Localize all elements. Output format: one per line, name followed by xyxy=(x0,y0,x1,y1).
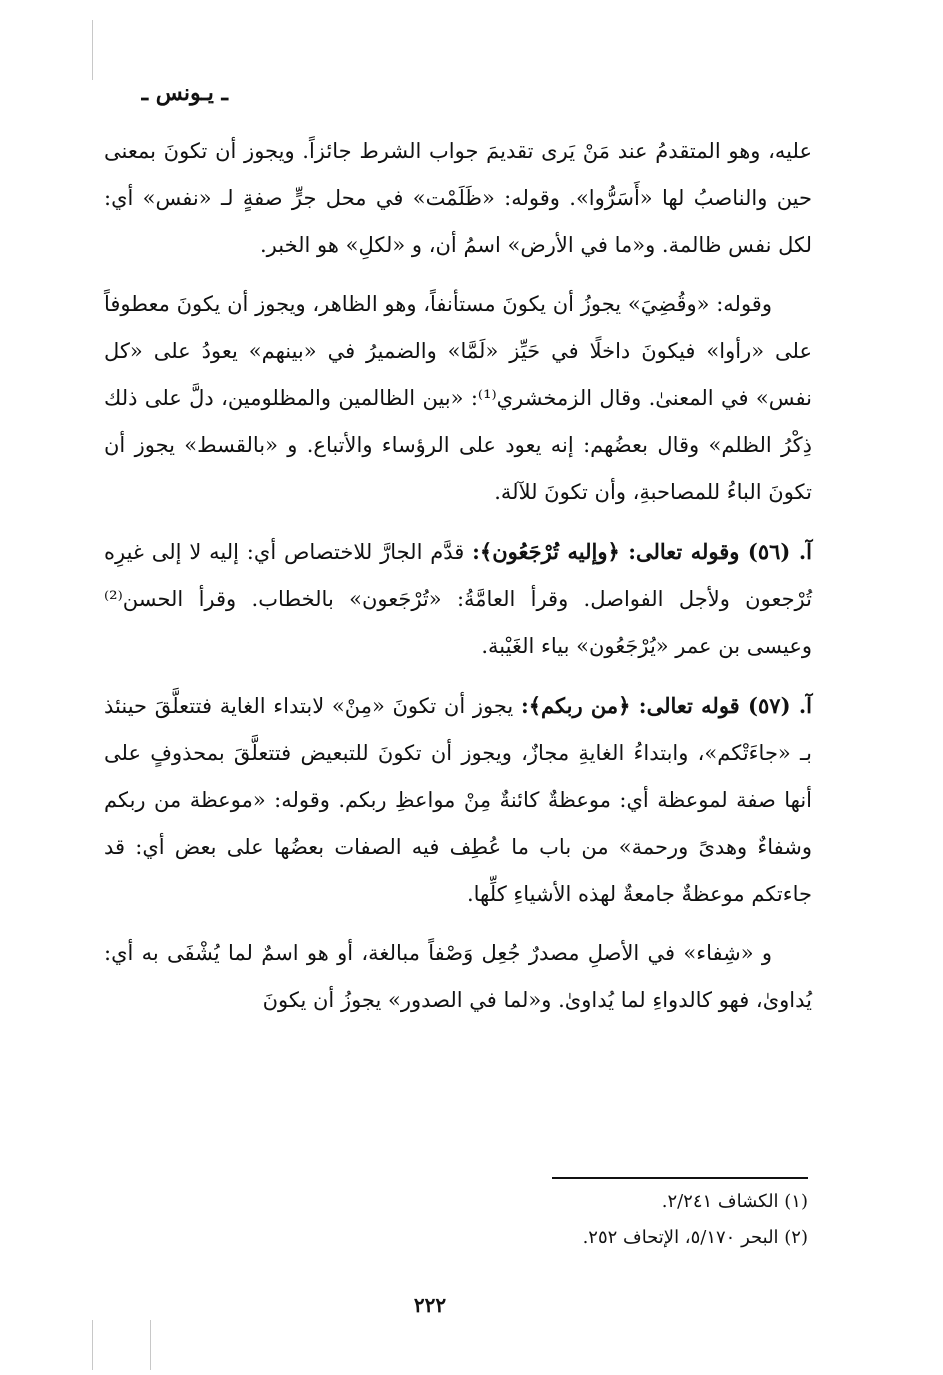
verse-57-text: يجوز أن تكونَ «مِنْ» لابتداء الغاية فتتعلَّقَ حينئذ بـ «جاءَتْكم»، وابتداءُ الغايةِ مجازٌ، ويجوز أن تكونَ للتبعيض فتتعلَّقَ بمحذوفٍ على أنها صفة لموعظة أي: موعظةٌ كائنةٌ مِنْ مواعظِ ربكم. وقوله: «موعظة من ربكم وشفاءٌ وهدىً ورحمة» من باب ما عُطِف فيه الصفات بعضُها على بعض أي: قد جاءتكم موعظةٌ جامعةٌ لهذه الأشياءِ كلِّها. xyxy=(104,694,812,906)
scan-artifact-line xyxy=(150,1320,151,1370)
footnote-divider xyxy=(552,1177,808,1179)
paragraph-commentary: وقوله: «وقُضِيَ» يجوزُ أن يكونَ مستأنفاً، وهو الظاهر، ويجوز أن يكونَ معطوفاً على «رأوا» فيكونَ داخلًا في حَيِّز «لَمَّا» والضميرُ في «بينهم» يعودُ على «كل نفس» في المعنىٰ. وقال الزمخشري⁽¹⁾: «بين الظالمين والمظلومين، دلَّ على ذلك ذِكْرُ الظلم» وقال بعضُهم: إنه يعود على الرؤساء والأتباع. و «بالقسط» يجوز أن تكونَ الباءُ للمصاحبةِ، وأن تكونَ للآلة. xyxy=(104,292,812,504)
main-text xyxy=(104,128,812,1036)
scan-artifact-line xyxy=(92,1320,93,1370)
page-number: ٢٢٢ xyxy=(413,1293,447,1317)
verse-57-heading: آ. (٥٧) قوله تعالى: ﴿من ربكم﴾: xyxy=(520,693,812,718)
running-title: ـ يـونس ـ xyxy=(141,80,228,106)
paragraph-shifa: و «شِفاء» في الأصلِ مصدرٌ جُعِل وَصْفاً مبالغة، أو هو اسمٌ لما يُشْفَى به أي: يُداوىٰ، فهو كالدواءِ لما يُداوىٰ. و«لما في الصدور» يجوزُ أن يكونَ xyxy=(104,941,812,1012)
verse-56-block xyxy=(104,528,812,670)
verse-56-text: قدَّم الجارَّ للاختصاص أي: إليه لا إلى غيرِه تُرْجعون ولأجل الفواصل. وقرأ العامَّةُ: «تُرْجَعون» بالخطاب. وقرأ الحسن⁽²⁾ وعيسى بن عمر «يُرْجَعُون» بياء الغَيْبة. xyxy=(104,540,812,658)
footnote-2: (٢) البحر ٥/١٧٠، الإتحاف ٢٥٢. xyxy=(582,1227,808,1248)
scan-artifact-line xyxy=(92,20,93,80)
footnote-1: (١) الكشاف ٢/٢٤١. xyxy=(661,1191,808,1212)
verse-57-block xyxy=(104,682,812,918)
verse-56-heading: آ. (٥٦) وقوله تعالى: ﴿وإليه تُرْجَعُون﴾: xyxy=(472,539,812,564)
footnotes xyxy=(300,1184,808,1256)
paragraph-continuation: عليه، وهو المتقدمُ عند مَنْ يَرى تقديمَ جواب الشرط جائزاً. ويجوز أن تكونَ بمعنى حين والناصبُ لها «أَسَرُّوا». وقوله: «ظَلَمْت» في محل جرٍّ صفةٍ لـ «نفس» أي: لكل نفس ظالمة. و«ما في الأرض» اسمُ أن، و «لكلِ» هو الخبر. xyxy=(104,139,812,257)
